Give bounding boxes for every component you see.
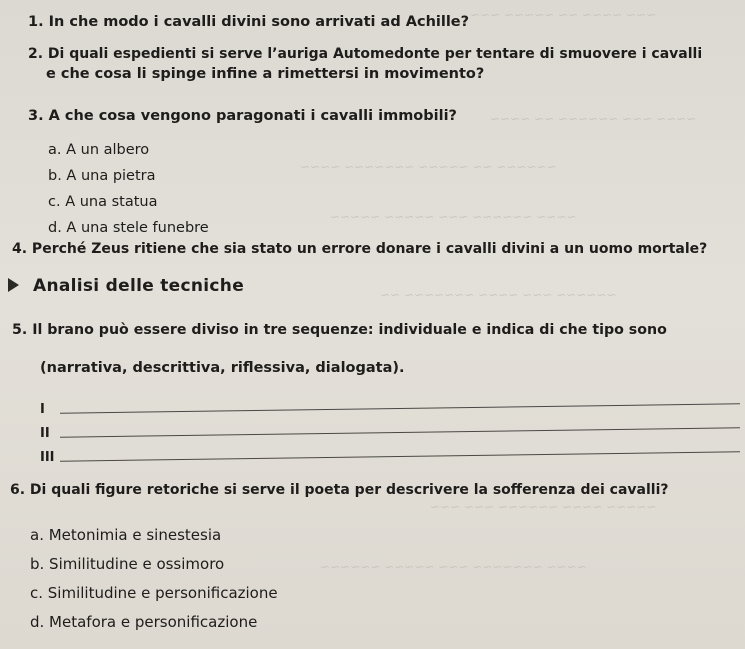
bleed-through-texture: ~~~~~~ ~~ ~~~~~ ~~~~~~~ ~~~~ [300, 160, 557, 174]
question-2-line-2: e che cosa li spinge infine a rimettersi in movimento? [46, 66, 485, 82]
section-title: Analisi delle tecniche [33, 276, 245, 296]
question-4: 4. Perché Zeus ritiene che sia stato un errore donare i cavalli divini a un uomo mortale? [12, 241, 708, 257]
question-6-option-c: c. Similitudine e personificazione [30, 584, 278, 602]
sequence-label-2: II [40, 426, 50, 441]
question-2-line-1: 2. Di quali espedienti si serve l’auriga Automedonte per tentare di smuovere i cavalli [28, 46, 703, 62]
bleed-through-texture: ~~~~ ~~~~~~~ ~~~ ~~~~~ ~~~~~~ [320, 560, 587, 574]
question-6-option-b: b. Similitudine e ossimoro [30, 555, 225, 573]
sequence-label-3: III [40, 450, 55, 465]
bleed-through-texture: ~~~~ ~~~ ~~~~~~ ~~ ~~~~ [490, 112, 697, 126]
bleed-through-texture: ~~~~~~ ~~~ ~~~~ ~~~~~~~ ~~ [380, 288, 617, 302]
question-1: 1. In che modo i cavalli divini sono arrivati ad Achille? [28, 14, 470, 30]
answer-line-2[interactable] [60, 427, 740, 437]
answer-line-1[interactable] [60, 403, 740, 413]
question-6-option-d: d. Metafora e personificazione [30, 613, 258, 631]
bleed-through-texture: ~~~~~ ~~~~ ~~~~~~ ~~~ ~~~ [430, 500, 657, 514]
question-3: 3. A che cosa vengono paragonati i cavalli immobili? [28, 108, 457, 124]
triangle-bullet-icon [8, 278, 19, 292]
answer-line-3[interactable] [60, 451, 740, 461]
question-5-line-1: 5. Il brano può essere diviso in tre sequenze: individuale e indica di che tipo sono [12, 322, 667, 338]
question-3-option-a: a. A un albero [48, 142, 150, 158]
bleed-through-texture: ~~~~ ~~~~~~ ~~~ ~~~~~ ~~~~~ [330, 210, 577, 224]
section-heading [8, 276, 244, 296]
question-5-line-2: (narrativa, descrittiva, riflessiva, dialogata). [40, 360, 405, 376]
question-3-option-d: d. A una stele funebre [48, 220, 209, 236]
sequence-label-1: I [40, 402, 45, 417]
bleed-through-texture: ~~~ ~~~~ ~~ ~~~~~ ~~~ [470, 8, 657, 22]
question-6-option-a: a. Metonimia e sinestesia [30, 526, 222, 544]
question-6: 6. Di quali figure retoriche si serve il poeta per descrivere la sofferenza dei cavalli? [10, 482, 669, 498]
question-3-option-b: b. A una pietra [48, 168, 156, 184]
question-3-option-c: c. A una statua [48, 194, 158, 210]
